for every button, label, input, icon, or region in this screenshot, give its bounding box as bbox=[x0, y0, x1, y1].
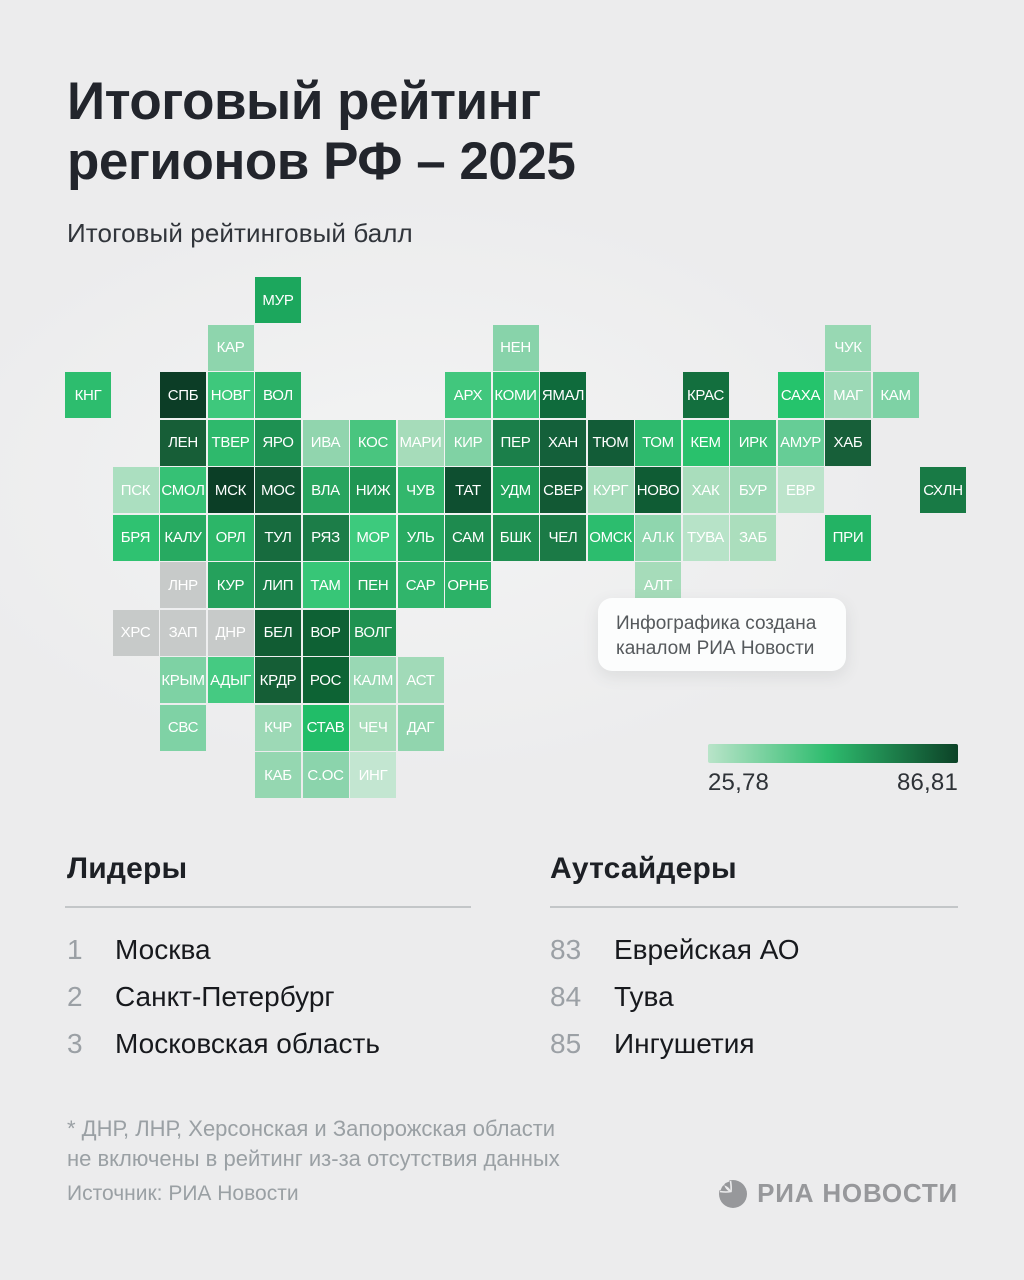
region-tile bbox=[398, 515, 444, 561]
logo-text: РИА НОВОСТИ bbox=[757, 1178, 958, 1208]
region-tile bbox=[445, 562, 491, 608]
region-tile bbox=[778, 420, 824, 466]
region-tile bbox=[255, 277, 301, 323]
region-tile bbox=[208, 325, 254, 371]
legend-min-label: 25,78 bbox=[708, 769, 770, 796]
region-name: Еврейская АО bbox=[614, 934, 800, 965]
color-legend bbox=[708, 744, 958, 797]
region-tile bbox=[683, 420, 729, 466]
region-tile-label: КАЛМ bbox=[352, 671, 394, 689]
region-tile bbox=[208, 562, 254, 608]
region-tile bbox=[825, 515, 871, 561]
region-tile bbox=[588, 420, 634, 466]
footnote bbox=[67, 1114, 627, 1174]
region-tile-label: ЯРО bbox=[262, 434, 294, 451]
region-tile bbox=[493, 515, 539, 561]
title-line-1: Итоговый рейтинг bbox=[67, 72, 541, 131]
region-tile-label: ЛИП bbox=[262, 576, 294, 594]
region-tile bbox=[255, 657, 301, 703]
leaders-divider bbox=[65, 906, 471, 908]
region-tile-label: КРАС bbox=[686, 386, 725, 404]
region-tile bbox=[540, 420, 586, 466]
region-tile bbox=[113, 610, 159, 656]
region-tile-label: ТАМ bbox=[310, 576, 341, 594]
rank-number: 85 bbox=[550, 1028, 582, 1059]
region-name: Тува bbox=[614, 981, 674, 1012]
region-tile bbox=[825, 420, 871, 466]
region-tile bbox=[255, 562, 301, 608]
region-tile bbox=[160, 372, 206, 418]
region-tile-label: СВЕР bbox=[543, 481, 583, 499]
region-tile-label: КОМИ bbox=[494, 386, 537, 404]
region-tile bbox=[825, 372, 871, 418]
region-tile-label: ТУВА bbox=[686, 529, 724, 546]
region-tile bbox=[208, 515, 254, 561]
region-tile-label: МОР bbox=[356, 529, 390, 546]
region-tile-label: КУР bbox=[216, 576, 245, 594]
region-tile-label: ТВЕР bbox=[211, 434, 250, 451]
region-tile-label: УДМ bbox=[500, 481, 531, 499]
region-tile bbox=[160, 610, 206, 656]
region-tile-label: КРЫМ bbox=[161, 671, 205, 689]
region-tile bbox=[398, 705, 444, 751]
region-tile bbox=[255, 610, 301, 656]
region-name: Москва bbox=[115, 934, 211, 965]
region-tile-label: ЧУВ bbox=[406, 481, 435, 499]
tooltip-line-1: Инфографика создана bbox=[616, 613, 817, 634]
region-tile bbox=[350, 657, 396, 703]
region-tile bbox=[588, 467, 634, 513]
region-tile-label: КАБ bbox=[264, 766, 292, 784]
region-tile bbox=[208, 372, 254, 418]
region-tile bbox=[208, 420, 254, 466]
region-tile-label: КЧР bbox=[264, 719, 292, 736]
region-tile-label: АМУР bbox=[780, 434, 821, 451]
source-label: Источник: РИА Новости bbox=[67, 1182, 299, 1205]
region-tile-label: АЛ.К bbox=[642, 529, 674, 546]
region-tile-label: С.ОС bbox=[307, 766, 344, 784]
region-tile-label: МОС bbox=[260, 481, 296, 499]
region-tile-label: ЯМАЛ bbox=[541, 386, 585, 404]
region-tile-label: КНГ bbox=[74, 386, 102, 404]
region-tile-label: КОС bbox=[357, 434, 389, 451]
region-tile bbox=[635, 420, 681, 466]
region-tile-label: ХАК bbox=[691, 481, 720, 499]
region-tile bbox=[160, 515, 206, 561]
region-tile bbox=[873, 372, 919, 418]
region-tile bbox=[683, 372, 729, 418]
region-tile bbox=[398, 420, 444, 466]
region-tile-label: БШК bbox=[499, 529, 532, 546]
region-tile-label: БЕЛ bbox=[263, 624, 293, 641]
region-tile bbox=[303, 467, 349, 513]
region-tile-label: МАГ bbox=[833, 386, 863, 404]
region-tile-label: СМОЛ bbox=[161, 481, 205, 499]
region-tile-label: СТАВ bbox=[306, 719, 345, 736]
region-tile-label: ПСК bbox=[120, 481, 151, 499]
region-tile-label: КУРГ bbox=[592, 481, 629, 499]
region-tile-label: ЛНР bbox=[168, 576, 198, 594]
region-tile-label: НЕН bbox=[500, 339, 531, 356]
region-tile-label: ЛЕН bbox=[168, 434, 198, 451]
rank-row bbox=[67, 934, 487, 981]
region-tile-label: АСТ bbox=[406, 671, 435, 689]
region-tile bbox=[350, 752, 396, 798]
region-tile bbox=[113, 515, 159, 561]
region-tile-label: БРЯ bbox=[120, 529, 151, 546]
rank-row bbox=[550, 1028, 970, 1075]
region-tile bbox=[493, 372, 539, 418]
region-tile-label: ВЛА bbox=[311, 481, 340, 499]
region-tile-label: ТЮМ bbox=[592, 434, 629, 451]
region-tile-label: ДНР bbox=[215, 624, 246, 641]
region-tile bbox=[493, 420, 539, 466]
leaders-list bbox=[67, 934, 487, 1075]
leaders-heading: Лидеры bbox=[67, 852, 188, 885]
region-name: Ингушетия bbox=[614, 1028, 755, 1059]
page-subtitle: Итоговый рейтинговый балл bbox=[67, 218, 413, 248]
region-tile-label: ЗАБ bbox=[738, 529, 767, 546]
region-tile bbox=[730, 420, 776, 466]
region-tile bbox=[303, 420, 349, 466]
footnote-line-2: не включены в рейтинг из-за отсутствия данных bbox=[67, 1145, 560, 1171]
rank-number: 84 bbox=[550, 981, 582, 1012]
outsiders-list bbox=[550, 934, 970, 1075]
region-tile-label: ХРС bbox=[120, 624, 151, 641]
region-tile-label: ВОР bbox=[310, 624, 341, 641]
region-tile bbox=[160, 467, 206, 513]
tooltip-card bbox=[598, 598, 846, 671]
rank-row bbox=[550, 934, 970, 981]
region-tile-label: ПРИ bbox=[832, 529, 864, 546]
region-tile-label: ЧЕЧ bbox=[358, 719, 388, 736]
region-tile bbox=[635, 515, 681, 561]
outsiders-heading: Аутсайдеры bbox=[550, 852, 737, 885]
region-tile bbox=[683, 467, 729, 513]
region-tile bbox=[540, 372, 586, 418]
region-tile bbox=[635, 467, 681, 513]
tooltip-line-2: каналом РИА Новости bbox=[616, 638, 815, 660]
region-tile bbox=[255, 467, 301, 513]
region-tile bbox=[255, 515, 301, 561]
region-tile-label: ОРЛ bbox=[215, 529, 246, 546]
title-line-2: регионов РФ – 2025 bbox=[67, 132, 576, 192]
region-tile-label: ТОМ bbox=[642, 434, 674, 451]
region-tile-label: КАЛУ bbox=[164, 529, 202, 546]
region-tile-label: АРХ bbox=[453, 386, 483, 404]
region-tile bbox=[350, 610, 396, 656]
region-tile-label: САХА bbox=[780, 386, 821, 404]
globe-icon bbox=[718, 1179, 748, 1209]
region-tile bbox=[445, 515, 491, 561]
region-tile-label: ПЕН bbox=[357, 576, 389, 594]
region-tile-label: ДАГ bbox=[406, 719, 435, 736]
region-tile bbox=[445, 372, 491, 418]
region-tile bbox=[778, 467, 824, 513]
region-tile bbox=[303, 657, 349, 703]
rank-number: 83 bbox=[550, 934, 582, 965]
region-tile-label: АЛТ bbox=[643, 576, 673, 594]
region-tile-label: МУР bbox=[262, 291, 294, 309]
region-tile-label: КЕМ bbox=[690, 434, 721, 451]
region-tile-label: СХЛН bbox=[923, 481, 963, 499]
region-tile-label: ЗАП bbox=[168, 624, 198, 641]
region-tile bbox=[350, 562, 396, 608]
region-tile-label: ВОЛ bbox=[263, 386, 293, 404]
region-tile-label: КРДР bbox=[259, 671, 297, 689]
rank-row bbox=[67, 1028, 487, 1075]
region-tile bbox=[350, 705, 396, 751]
legend-gradient-bar bbox=[708, 744, 958, 763]
tile-map bbox=[65, 277, 985, 807]
region-tile-label: ЧУК bbox=[834, 339, 862, 356]
region-tile-label: САМ bbox=[451, 529, 485, 546]
region-tile-label: ПЕР bbox=[500, 434, 531, 451]
page-title bbox=[67, 72, 707, 193]
region-tile-label: ХАН bbox=[548, 434, 578, 451]
region-tile-label: РЯЗ bbox=[311, 529, 340, 546]
region-tile-label: НОВО bbox=[636, 481, 680, 499]
region-tile-label: ОРНБ bbox=[447, 576, 489, 594]
region-tile bbox=[730, 515, 776, 561]
region-tile bbox=[350, 515, 396, 561]
region-tile bbox=[540, 515, 586, 561]
region-tile-label: САР bbox=[405, 576, 436, 594]
region-tile bbox=[778, 372, 824, 418]
region-tile-label: КАМ bbox=[880, 386, 911, 404]
rank-number: 3 bbox=[67, 1028, 83, 1059]
region-tile bbox=[825, 325, 871, 371]
region-tile-label: ИНГ bbox=[358, 766, 388, 784]
rank-row bbox=[67, 981, 487, 1028]
region-tile bbox=[540, 467, 586, 513]
region-tile bbox=[160, 420, 206, 466]
ria-novosti-logo bbox=[718, 1178, 958, 1209]
rank-number: 1 bbox=[67, 934, 83, 965]
region-tile-label: РОС bbox=[309, 671, 342, 689]
region-tile bbox=[350, 467, 396, 513]
region-tile bbox=[255, 705, 301, 751]
region-tile-label: ТУЛ bbox=[264, 529, 292, 546]
region-tile-label: НИЖ bbox=[355, 481, 391, 499]
region-tile bbox=[683, 515, 729, 561]
region-tile bbox=[160, 705, 206, 751]
region-tile-label: ТАТ bbox=[455, 481, 481, 499]
region-tile bbox=[303, 562, 349, 608]
region-tile bbox=[160, 657, 206, 703]
region-tile bbox=[208, 610, 254, 656]
region-tile bbox=[65, 372, 111, 418]
region-tile-label: ХАБ bbox=[833, 434, 863, 451]
rank-row bbox=[550, 981, 970, 1028]
region-tile bbox=[493, 325, 539, 371]
region-tile-label: МАРИ bbox=[399, 434, 442, 451]
region-tile bbox=[255, 752, 301, 798]
region-tile-label: АДЫГ bbox=[210, 671, 251, 689]
outsiders-divider bbox=[550, 906, 958, 908]
region-tile bbox=[588, 515, 634, 561]
region-tile-label: СПБ bbox=[167, 386, 199, 404]
rank-number: 2 bbox=[67, 981, 83, 1012]
region-tile bbox=[920, 467, 966, 513]
region-tile-label: ЕВР bbox=[785, 481, 816, 499]
region-tile bbox=[398, 657, 444, 703]
region-tile bbox=[255, 372, 301, 418]
region-tile bbox=[350, 420, 396, 466]
region-tile-label: ОМСК bbox=[589, 529, 632, 546]
region-tile-label: МСК bbox=[214, 481, 247, 499]
region-tile bbox=[303, 515, 349, 561]
region-tile-label: ЧЕЛ bbox=[548, 529, 578, 546]
region-tile bbox=[303, 610, 349, 656]
region-tile bbox=[303, 752, 349, 798]
region-tile-label: УЛЬ bbox=[406, 529, 435, 546]
region-tile bbox=[493, 467, 539, 513]
region-tile bbox=[303, 705, 349, 751]
region-tile bbox=[160, 562, 206, 608]
region-tile-label: НОВГ bbox=[210, 386, 251, 404]
region-tile-label: БУР bbox=[738, 481, 768, 499]
legend-max-label: 86,81 bbox=[896, 769, 958, 796]
region-name: Московская область bbox=[115, 1028, 380, 1059]
region-tile-label: КАР bbox=[216, 339, 245, 356]
region-tile bbox=[398, 562, 444, 608]
region-tile bbox=[113, 467, 159, 513]
region-tile-label: ВОЛГ bbox=[354, 624, 392, 641]
region-tile bbox=[208, 467, 254, 513]
region-tile bbox=[398, 467, 444, 513]
region-tile bbox=[208, 657, 254, 703]
region-tile bbox=[445, 420, 491, 466]
footnote-line-1: * ДНР, ЛНР, Херсонская и Запорожская области bbox=[67, 1116, 556, 1141]
region-tile bbox=[730, 467, 776, 513]
region-tile-label: КИР bbox=[453, 434, 483, 451]
region-tile bbox=[445, 467, 491, 513]
region-tile-label: СВС bbox=[167, 719, 199, 736]
region-tile-label: ИРК bbox=[738, 434, 768, 451]
region-tile bbox=[255, 420, 301, 466]
region-tile-label: ИВА bbox=[310, 434, 341, 451]
region-name: Санкт-Петербург bbox=[115, 981, 335, 1012]
